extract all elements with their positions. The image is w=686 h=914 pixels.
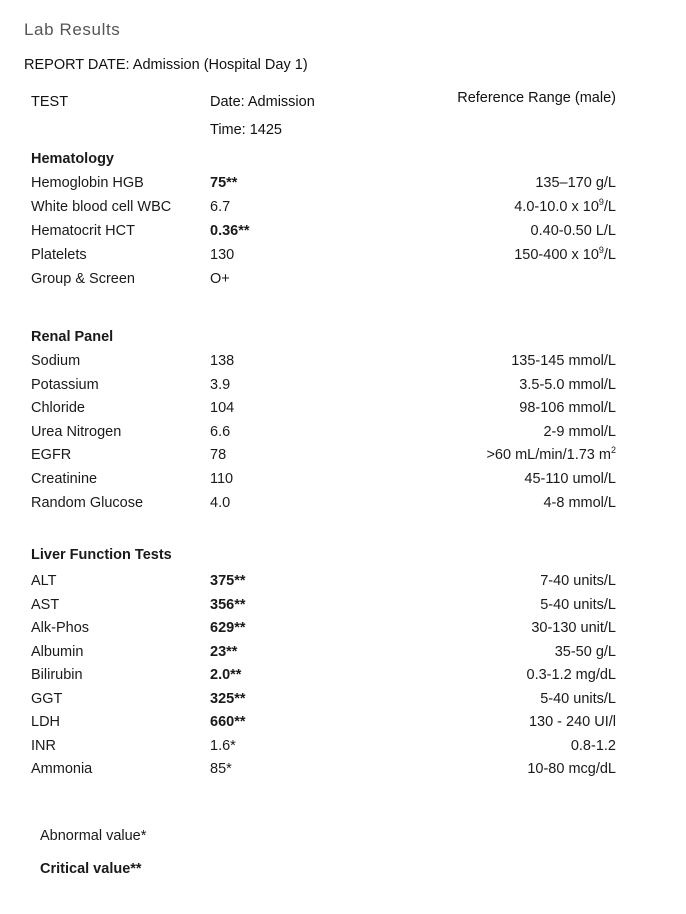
test-value: 2.0** (210, 667, 242, 683)
table-row (0, 268, 686, 290)
test-name: EGFR (31, 447, 72, 464)
test-name: Alk-Phos (31, 620, 90, 636)
table-row (0, 664, 686, 686)
test-value: 629** (210, 620, 246, 636)
test-name: Potassium (31, 376, 99, 393)
table-row (0, 468, 686, 490)
reference-range (486, 444, 616, 466)
legend-abnormal: Abnormal value* (40, 828, 147, 844)
test-name: GGT (31, 690, 63, 707)
test-name: Sodium (31, 353, 81, 369)
table-row (0, 758, 686, 780)
reference-range-text: 0.40-0.50 L/L (530, 223, 616, 239)
reference-range-unit: /L (603, 247, 616, 263)
test-name: Urea Nitrogen (31, 423, 122, 440)
test-value: 356** (210, 596, 246, 613)
test-name: AST (31, 596, 60, 613)
reference-range (514, 196, 616, 218)
reference-range-text: 5-40 units/L (540, 596, 616, 613)
test-value: 138 (210, 353, 235, 369)
report-date: REPORT DATE: Admission (Hospital Day 1) (24, 57, 308, 73)
reference-range (543, 492, 616, 514)
reference-range-text: 3.5-5.0 mmol/L (519, 376, 616, 393)
reference-range-text: 5-40 units/L (540, 690, 616, 707)
reference-range-text: >60 mL/min/1.73 m (486, 447, 611, 464)
test-value: O+ (210, 271, 230, 287)
table-row (0, 594, 686, 616)
reference-range (514, 244, 616, 266)
test-value: 23** (210, 643, 238, 660)
test-name: Chloride (31, 400, 85, 417)
reference-range (540, 688, 616, 710)
reference-range-text: 35-50 g/L (554, 643, 616, 660)
test-value: 6.7 (210, 199, 231, 215)
reference-range-text: 45-110 umol/L (524, 471, 616, 487)
reference-range (543, 421, 616, 443)
table-row (0, 444, 686, 466)
table-row (0, 711, 686, 733)
test-value: 6.6 (210, 423, 231, 440)
test-name: Hemoglobin HGB (31, 175, 144, 191)
reference-range-text: 98-106 mmol/L (519, 400, 616, 417)
test-name: Albumin (31, 643, 84, 660)
test-name: Creatinine (31, 471, 98, 487)
reference-range-exponent: 2 (610, 445, 616, 456)
test-name: Platelets (31, 247, 87, 263)
reference-range-text: 4.0-10.0 x 10 (514, 199, 599, 215)
reference-range (524, 468, 616, 490)
reference-range (531, 617, 616, 639)
table-row (0, 641, 686, 663)
reference-range (571, 735, 616, 757)
reference-range-text: 7-40 units/L (540, 573, 616, 589)
test-value: 104 (210, 400, 235, 417)
test-name: LDH (31, 714, 61, 730)
table-row (0, 570, 686, 592)
reference-range-text: 150-400 x 10 (514, 247, 599, 263)
test-value: 0.36** (210, 223, 250, 239)
reference-range (535, 172, 616, 194)
table-row (0, 397, 686, 419)
test-name: White blood cell WBC (31, 199, 172, 215)
test-value: 4.0 (210, 494, 231, 511)
table-row (0, 172, 686, 194)
column-header-date: Date: Admission (210, 94, 315, 110)
test-name: Random Glucose (31, 494, 144, 511)
reference-range-text: 0.8-1.2 (570, 737, 616, 754)
legend-critical: Critical value** (40, 861, 142, 877)
reference-range (511, 350, 616, 372)
table-row (0, 735, 686, 757)
table-row (0, 244, 686, 266)
test-value: 660** (210, 714, 246, 730)
reference-range-exponent: 9 (598, 245, 604, 256)
column-header-test: TEST (31, 94, 69, 110)
test-value: 375** (210, 573, 246, 589)
reference-range (527, 664, 616, 686)
test-name: Ammonia (31, 761, 93, 777)
reference-range (540, 594, 616, 616)
reference-range-text: 30-130 unit/L (531, 620, 616, 636)
table-row (0, 374, 686, 396)
table-row (0, 688, 686, 710)
reference-range-exponent: 9 (598, 197, 604, 208)
test-name: Bilirubin (31, 667, 83, 683)
section-title: Renal Panel (31, 329, 114, 345)
section-title: Liver Function Tests (31, 547, 172, 563)
test-value: 3.9 (210, 376, 231, 393)
test-name: Hematocrit HCT (31, 223, 135, 239)
test-name: INR (31, 737, 56, 754)
reference-range (531, 220, 616, 242)
reference-range-text: 10-80 mcg/dL (527, 761, 616, 777)
table-row (0, 421, 686, 443)
reference-range (555, 641, 616, 663)
reference-range-text: 135–170 g/L (535, 175, 616, 191)
reference-range-text: 0.3-1.2 mg/dL (526, 667, 616, 683)
table-row (0, 196, 686, 218)
reference-range-text: 4-8 mmol/L (543, 494, 616, 511)
section-title: Hematology (31, 151, 114, 167)
reference-range (519, 397, 616, 419)
test-value: 325** (210, 690, 246, 707)
reference-range (527, 758, 616, 780)
reference-range (540, 570, 616, 592)
column-header-reference: Reference Range (male) (457, 90, 616, 106)
test-value: 130 (210, 247, 235, 263)
reference-range (529, 711, 616, 733)
test-value: 75** (210, 175, 238, 191)
table-row (0, 492, 686, 514)
reference-range-text: 135-145 mmol/L (511, 353, 616, 369)
table-row (0, 617, 686, 639)
test-name: Group & Screen (31, 271, 135, 287)
reference-range (519, 374, 616, 396)
column-header-time: Time: 1425 (210, 122, 282, 138)
test-value: 1.6* (210, 737, 236, 754)
reference-range-unit: /L (603, 199, 616, 215)
table-row (0, 220, 686, 242)
test-value: 85* (210, 761, 232, 777)
test-value: 78 (210, 447, 227, 464)
reference-range-text: 2-9 mmol/L (543, 423, 616, 440)
table-row (0, 350, 686, 372)
test-name: ALT (31, 573, 57, 589)
test-value: 110 (210, 471, 234, 487)
reference-range-text: 130 - 240 UI/l (528, 714, 616, 730)
page-title: Lab Results (24, 20, 121, 39)
